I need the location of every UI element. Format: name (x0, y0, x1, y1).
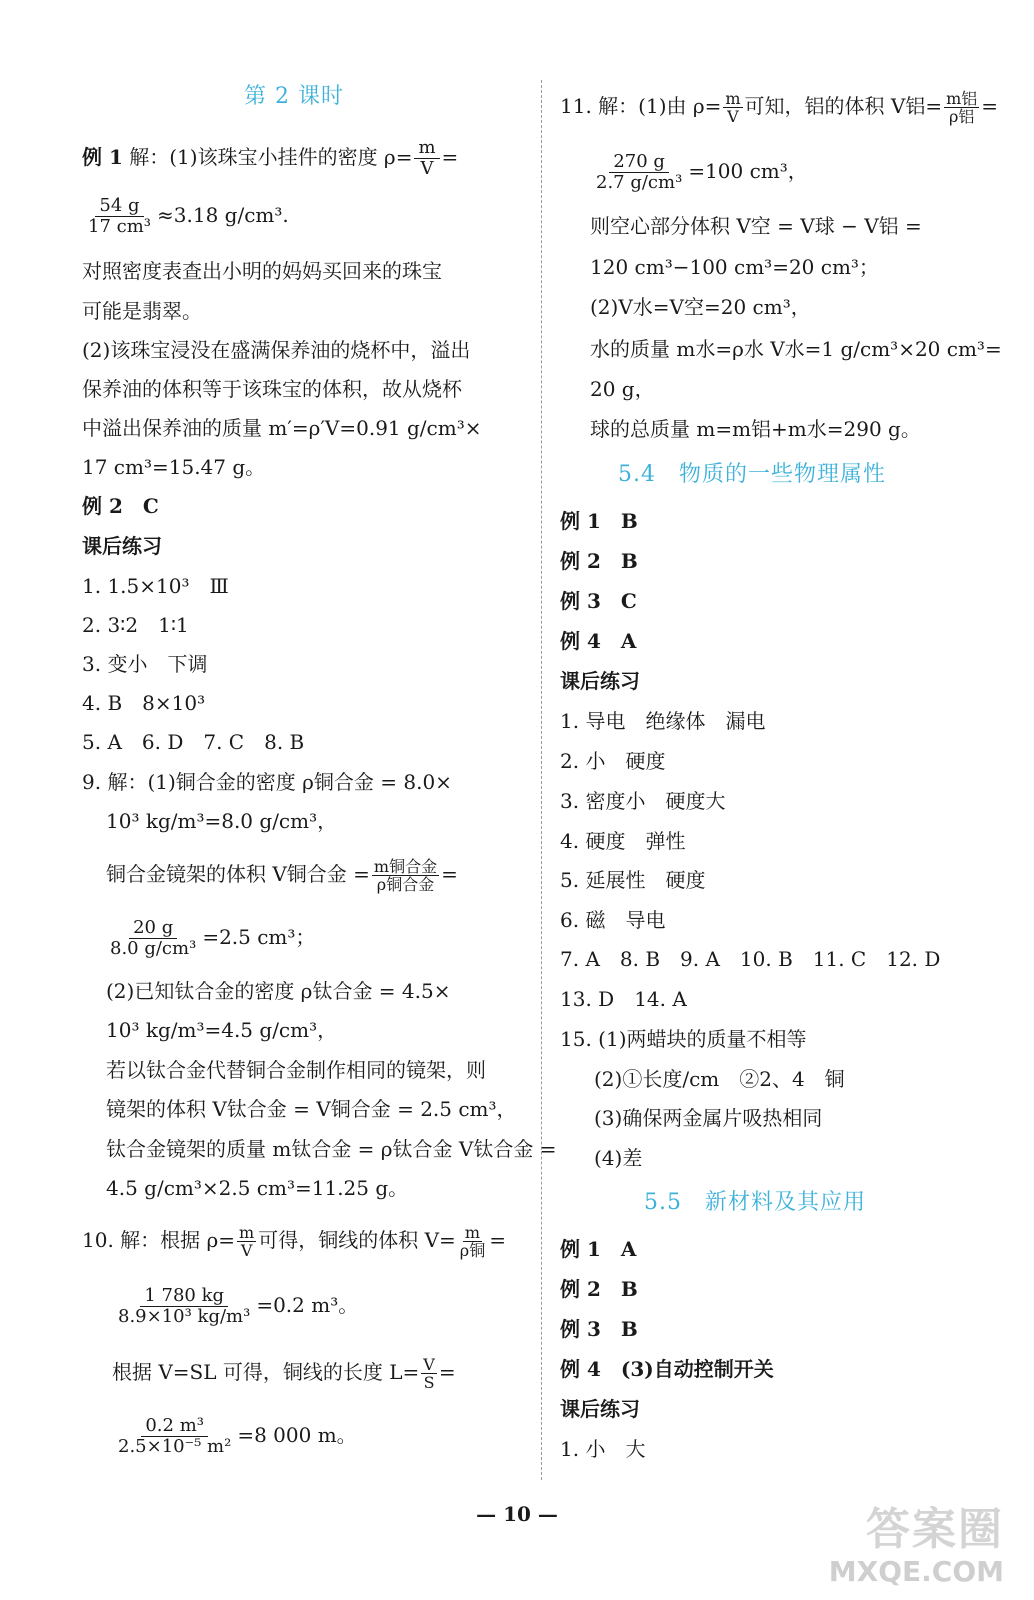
answer: 3. 密度小 硬度大 (560, 789, 726, 813)
example: 例 4 A (560, 629, 637, 653)
fraction: $\frac{\text{m铝}}{\text{ρ铝}}$ (946, 89, 978, 126)
answer-11-line: (2)V水=V空=20 cm³， (590, 295, 811, 319)
text-line: 可能是翡翠。 (82, 299, 202, 323)
answer-9-line: (2)已知钛合金的密度 ρ钛合金 = 4.5× (106, 979, 451, 1003)
answer-11-line: 则空心部分体积 V空 = V球 − V铝 = (590, 214, 922, 238)
answer: 5. 延展性 硬度 (560, 868, 706, 892)
answer-11-line: 120 cm³−100 cm³=20 cm³； (590, 255, 879, 279)
answer-11-line: 水的质量 m水=ρ水 V水=1 g/cm³×20 cm³= (590, 337, 1002, 361)
answer: 15. (1)两蜡块的质量不相等 (560, 1027, 807, 1051)
watermark-logo (814, 1493, 1004, 1588)
answer-9-line: 4.5 g/cm³×2.5 cm³=11.25 g。 (106, 1176, 409, 1200)
answer-9-line: 若以钛合金代替铜合金制作相同的镜架，则 (106, 1058, 486, 1082)
fraction: $\frac{V}{S}$ (423, 1355, 435, 1392)
text-line: 对照密度表查出小明的妈妈买回来的珠宝 (82, 259, 442, 283)
fraction: $\frac{270 g}{\text{2.7 g/cm³}}$ (596, 151, 683, 193)
answer-3: 3. 变小 下调 (82, 652, 208, 676)
text-line: 17 cm³=15.47 g。 (82, 455, 266, 479)
example-1-line-1: 例 1 解：(1)该珠宝小挂件的密度 ρ= $\frac{m}{V}$ = (82, 137, 459, 179)
answer: 7. A 8. B 9. A 10. B 11. C 12. D (560, 947, 941, 971)
text-line: 中溢出保养油的质量 m′=ρ′V=0.91 g/cm³× (82, 416, 482, 440)
answer-9-line: 9. 解：(1)铜合金的密度 ρ铜合金 = 8.0× (82, 770, 452, 794)
fraction: $\frac{m}{\text{ρ铜}}$ (459, 1223, 486, 1260)
example: 例 2 B (560, 549, 638, 573)
answer-2: 2. 3∶2 1∶1 (82, 613, 189, 637)
homework-heading: 课后练习 (560, 669, 640, 693)
answer: 6. 磁 导电 (560, 908, 666, 932)
answer: (3)确保两金属片吸热相同 (594, 1106, 823, 1130)
watermark-url: MXQE.COM (828, 1555, 1004, 1588)
text-line: 保养油的体积等于该珠宝的体积，故从烧杯 (82, 377, 462, 401)
answer: (4)差 (594, 1146, 643, 1170)
fraction: $\frac{54 g}{\text{17 cm³}}$ (88, 195, 151, 237)
answer-10-line: $\frac{1 780 kg}{\text{8.9×10³ kg/m³}}$ =0.2 m³。 (112, 1286, 358, 1327)
homework-heading: 课后练习 (560, 1397, 640, 1421)
watermark-text: 答案圈 (866, 1504, 1004, 1555)
fraction: $\frac{\text{m铜合金}}{\text{ρ铜合金}}$ (373, 857, 438, 894)
fraction: $\frac{m}{V}$ (414, 138, 439, 179)
fraction: $\frac{m}{V}$ (239, 1223, 255, 1260)
example: 例 2 B (560, 1277, 638, 1301)
answer-9-line: 钛合金镜架的质量 m钛合金 = ρ钛合金 V钛合金 = (106, 1137, 557, 1161)
answer-11-line: 球的总质量 m=m铝+m水=290 g。 (590, 417, 921, 441)
answer-5-8: 5. A 6. D 7. C 8. B (82, 730, 305, 754)
answer: 13. D 14. A (560, 987, 687, 1011)
example-2: 例 2 C (82, 494, 159, 518)
answer-10-line: $\frac{\text{0.2 m³}}{\text{2.5×10⁻⁵ m²}}$ =8 000 m。 (112, 1416, 357, 1457)
answer: 1. 小 大 (560, 1437, 646, 1461)
answer-10-line: 根据 V=SL 可得，铜线的长度 L= $\frac{V}{S}$ = (112, 1355, 456, 1392)
answer-11-line: $\frac{270 g}{\text{2.7 g/cm³}}$ =100 cm³， (590, 152, 808, 193)
answer-11-line: 11. 解：(1)由 ρ= $\frac{m}{V}$ 可知，铝的体积 V铝= $\frac{\text{m铝}}{\text{ρ铝}}$ = (560, 89, 999, 126)
section-title-5-4: 5.4 物质的一些物理属性 (618, 462, 886, 487)
answer: (2)①长度/cm ②2、4 铜 (594, 1067, 845, 1091)
example: 例 4 (3)自动控制开关 (560, 1357, 774, 1381)
example: 例 1 B (560, 509, 638, 533)
example-label: 例 1 (82, 145, 123, 169)
answer-9-line: 10³ kg/m³=4.5 g/cm³， (106, 1018, 338, 1042)
answer-11-line: 20 g， (590, 377, 655, 401)
fraction: $\frac{20 g}{\text{8.0 g/cm³}}$ (110, 917, 197, 959)
section-title-5-5: 5.5 新材料及其应用 (644, 1190, 866, 1215)
answer-1: 1. 1.5×10³ Ⅲ (82, 574, 229, 598)
answer-9-line: 镜架的体积 V钛合金 = V铜合金 = 2.5 cm³， (106, 1097, 517, 1121)
answer-9-line: 10³ kg/m³=8.0 g/cm³， (106, 809, 338, 833)
example: 例 1 A (560, 1237, 637, 1261)
fraction: $\frac{m}{V}$ (725, 89, 741, 126)
answer: 2. 小 硬度 (560, 749, 666, 773)
column-divider (541, 80, 542, 1480)
answer-10-line: 10. 解：根据 ρ= $\frac{m}{V}$ 可得，铜线的体积 V= $\frac{m}{\text{ρ铜}}$ = (82, 1223, 506, 1260)
fraction: $\frac{\text{0.2 m³}}{\text{2.5×10⁻⁵ m²}}$ (118, 1415, 232, 1457)
example: 例 3 C (560, 589, 637, 613)
fraction: $\frac{1 780 kg}{\text{8.9×10³ kg/m³}}$ (118, 1285, 251, 1327)
answer-9-line: 铜合金镜架的体积 V铜合金 = $\frac{\text{m铜合金}}{\text{ρ铜合金}}$ = (106, 857, 458, 894)
answer: 4. 硬度 弹性 (560, 829, 686, 853)
answer: 1. 导电 绝缘体 漏电 (560, 709, 766, 733)
example-1-line-2: $\frac{54 g}{\text{17 cm³}}$ ≈3.18 g/cm³. (82, 196, 289, 237)
answer-9-line: $\frac{20 g}{\text{8.0 g/cm³}}$ =2.5 cm³； (104, 918, 315, 959)
text-line: (2)该珠宝浸没在盛满保养油的烧杯中，溢出 (82, 338, 471, 362)
page-number: — 10 — (476, 1502, 558, 1526)
example: 例 3 B (560, 1317, 638, 1341)
homework-heading: 课后练习 (82, 534, 162, 558)
section-title-lesson2: 第 2 课时 (244, 84, 344, 109)
answer-4: 4. B 8×10³ (82, 691, 206, 715)
